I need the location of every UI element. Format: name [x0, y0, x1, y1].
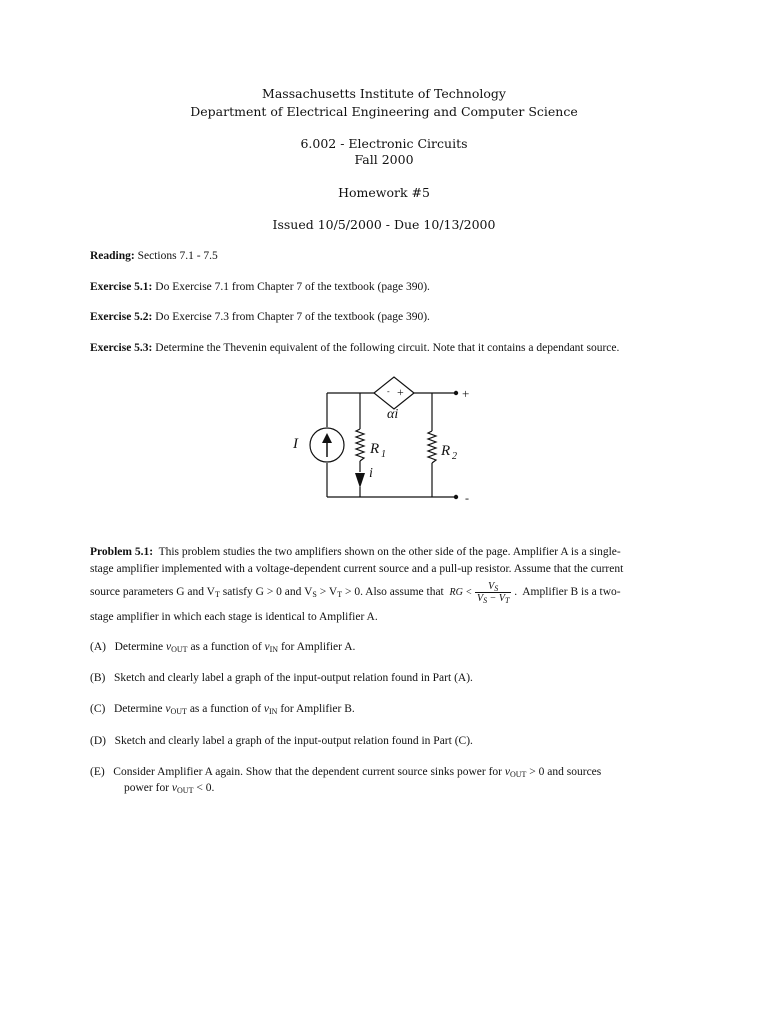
- resistor-r2-subscript: 2: [452, 451, 457, 462]
- subscript: OUT: [170, 707, 187, 716]
- resistor-r1-subscript: 1: [381, 449, 386, 460]
- part-text: > 0 and sources: [526, 766, 602, 778]
- part-text: for Amplifier B.: [277, 703, 355, 715]
- problem-line-3: [90, 578, 690, 606]
- homework-title: Homework #5: [338, 185, 430, 200]
- part-text: (C) Determine: [90, 703, 166, 715]
- var-v: V: [476, 592, 484, 604]
- term: Fall 2000: [354, 152, 414, 167]
- part-text: (A) Determine: [90, 641, 166, 653]
- branch-current-label: i: [369, 466, 373, 481]
- problem-text: > V: [316, 586, 338, 598]
- subscript: T: [504, 595, 510, 605]
- part-text: as a function of: [187, 641, 265, 653]
- subscript: T: [337, 590, 343, 599]
- subscript: OUT: [509, 770, 527, 779]
- condition-lhs: RG <: [449, 587, 473, 598]
- reading-label: Reading:: [90, 250, 135, 262]
- part-text: (E) Consider Amplifier A again. Show that the dependent current source sinks power for: [90, 766, 505, 778]
- var-v: v: [263, 703, 270, 715]
- subscript: IN: [269, 707, 278, 716]
- exercise-label: Exercise 5.1:: [90, 281, 153, 293]
- exercise-label: Exercise 5.2:: [90, 311, 153, 323]
- plus-terminal-label: +: [462, 386, 470, 401]
- subscript: OUT: [177, 786, 194, 795]
- var-v: V: [488, 580, 495, 592]
- resistor-r1: [356, 429, 364, 461]
- part-text: for Amplifier A.: [278, 641, 356, 653]
- part-b: (B) Sketch and clearly label a graph of the input-output relation found in Part (A).: [90, 672, 473, 684]
- negative-terminal: [454, 495, 458, 499]
- part-c: [90, 702, 690, 716]
- subscript: S: [494, 583, 499, 593]
- institute-name: Massachusetts Institute of Technology: [262, 86, 506, 101]
- subscript: IN: [269, 645, 279, 654]
- department-name: Department of Electrical Engineering and Computer Science: [190, 104, 578, 119]
- var-v: − V: [487, 592, 505, 604]
- part-text: < 0.: [193, 782, 215, 794]
- problem-line-2: stage amplifier implemented with a voltage-dependent current source and a pull-up resistor. Assume that the current: [90, 563, 624, 575]
- current-source-arrow: [322, 433, 332, 457]
- dep-source-plus: +: [397, 385, 404, 399]
- var-v: v: [166, 641, 172, 653]
- exercise-text: Determine the Thevenin equivalent of the following circuit. Note that it contains a dependant source.: [152, 342, 620, 354]
- part-text: power for: [124, 782, 172, 794]
- minus-terminal-label: -: [465, 491, 469, 505]
- part-a: [90, 640, 690, 654]
- positive-terminal: [454, 391, 458, 395]
- exercise-text: Do Exercise 7.1 from Chapter 7 of the textbook (page 390).: [152, 281, 430, 293]
- resistor-r2-label: R: [441, 443, 451, 459]
- course-title: 6.002 - Electronic Circuits: [300, 136, 468, 151]
- subscript: S: [312, 590, 317, 599]
- problem-text: . Amplifier B is a two-: [511, 586, 621, 598]
- problem-text: source parameters G and V: [90, 586, 215, 598]
- subscript: T: [214, 590, 220, 599]
- issue-due-dates: Issued 10/5/2000 - Due 10/13/2000: [272, 217, 496, 232]
- exercise-label: Exercise 5.3:: [90, 342, 153, 354]
- condition-fraction: [475, 581, 511, 604]
- fraction-denominator: [475, 593, 511, 604]
- dep-source-minus-mark: -: [387, 387, 390, 396]
- branch-current-arrow: [355, 473, 365, 488]
- fraction-numerator: [475, 581, 511, 593]
- reading-text: Sections 7.1 - 7.5: [134, 250, 218, 262]
- problem-text: satisfy G > 0 and V: [219, 586, 313, 598]
- resistor-r1-label: R: [370, 441, 380, 457]
- var-v: v: [504, 766, 510, 778]
- part-e-line-2: [124, 781, 724, 795]
- dependent-source-symbol: [374, 377, 414, 409]
- exercise-text: Do Exercise 7.3 from Chapter 7 of the textbook (page 390).: [152, 311, 430, 323]
- problem-line-4: stage amplifier in which each stage is identical to Amplifier A.: [90, 611, 378, 623]
- var-v: v: [165, 703, 171, 715]
- part-e: [90, 765, 690, 779]
- problem-label: Problem 5.1:: [90, 546, 154, 558]
- problem-text: > 0. Also assume that: [342, 586, 447, 598]
- part-text: as a function of: [186, 703, 264, 715]
- var-v: v: [171, 782, 178, 794]
- problem-text: This problem studies the two amplifiers shown on the other side of the page. Amplifier A is a single-: [153, 546, 621, 558]
- var-v: v: [264, 641, 270, 653]
- part-d: (D) Sketch and clearly label a graph of the input-output relation found in Part (C).: [90, 735, 473, 747]
- dependent-source-label: αi: [387, 407, 399, 422]
- problem-line-1: [90, 545, 690, 559]
- subscript: S: [483, 595, 488, 605]
- current-source-label: I: [293, 436, 298, 452]
- subscript: OUT: [171, 645, 188, 654]
- resistor-r2: [428, 431, 436, 463]
